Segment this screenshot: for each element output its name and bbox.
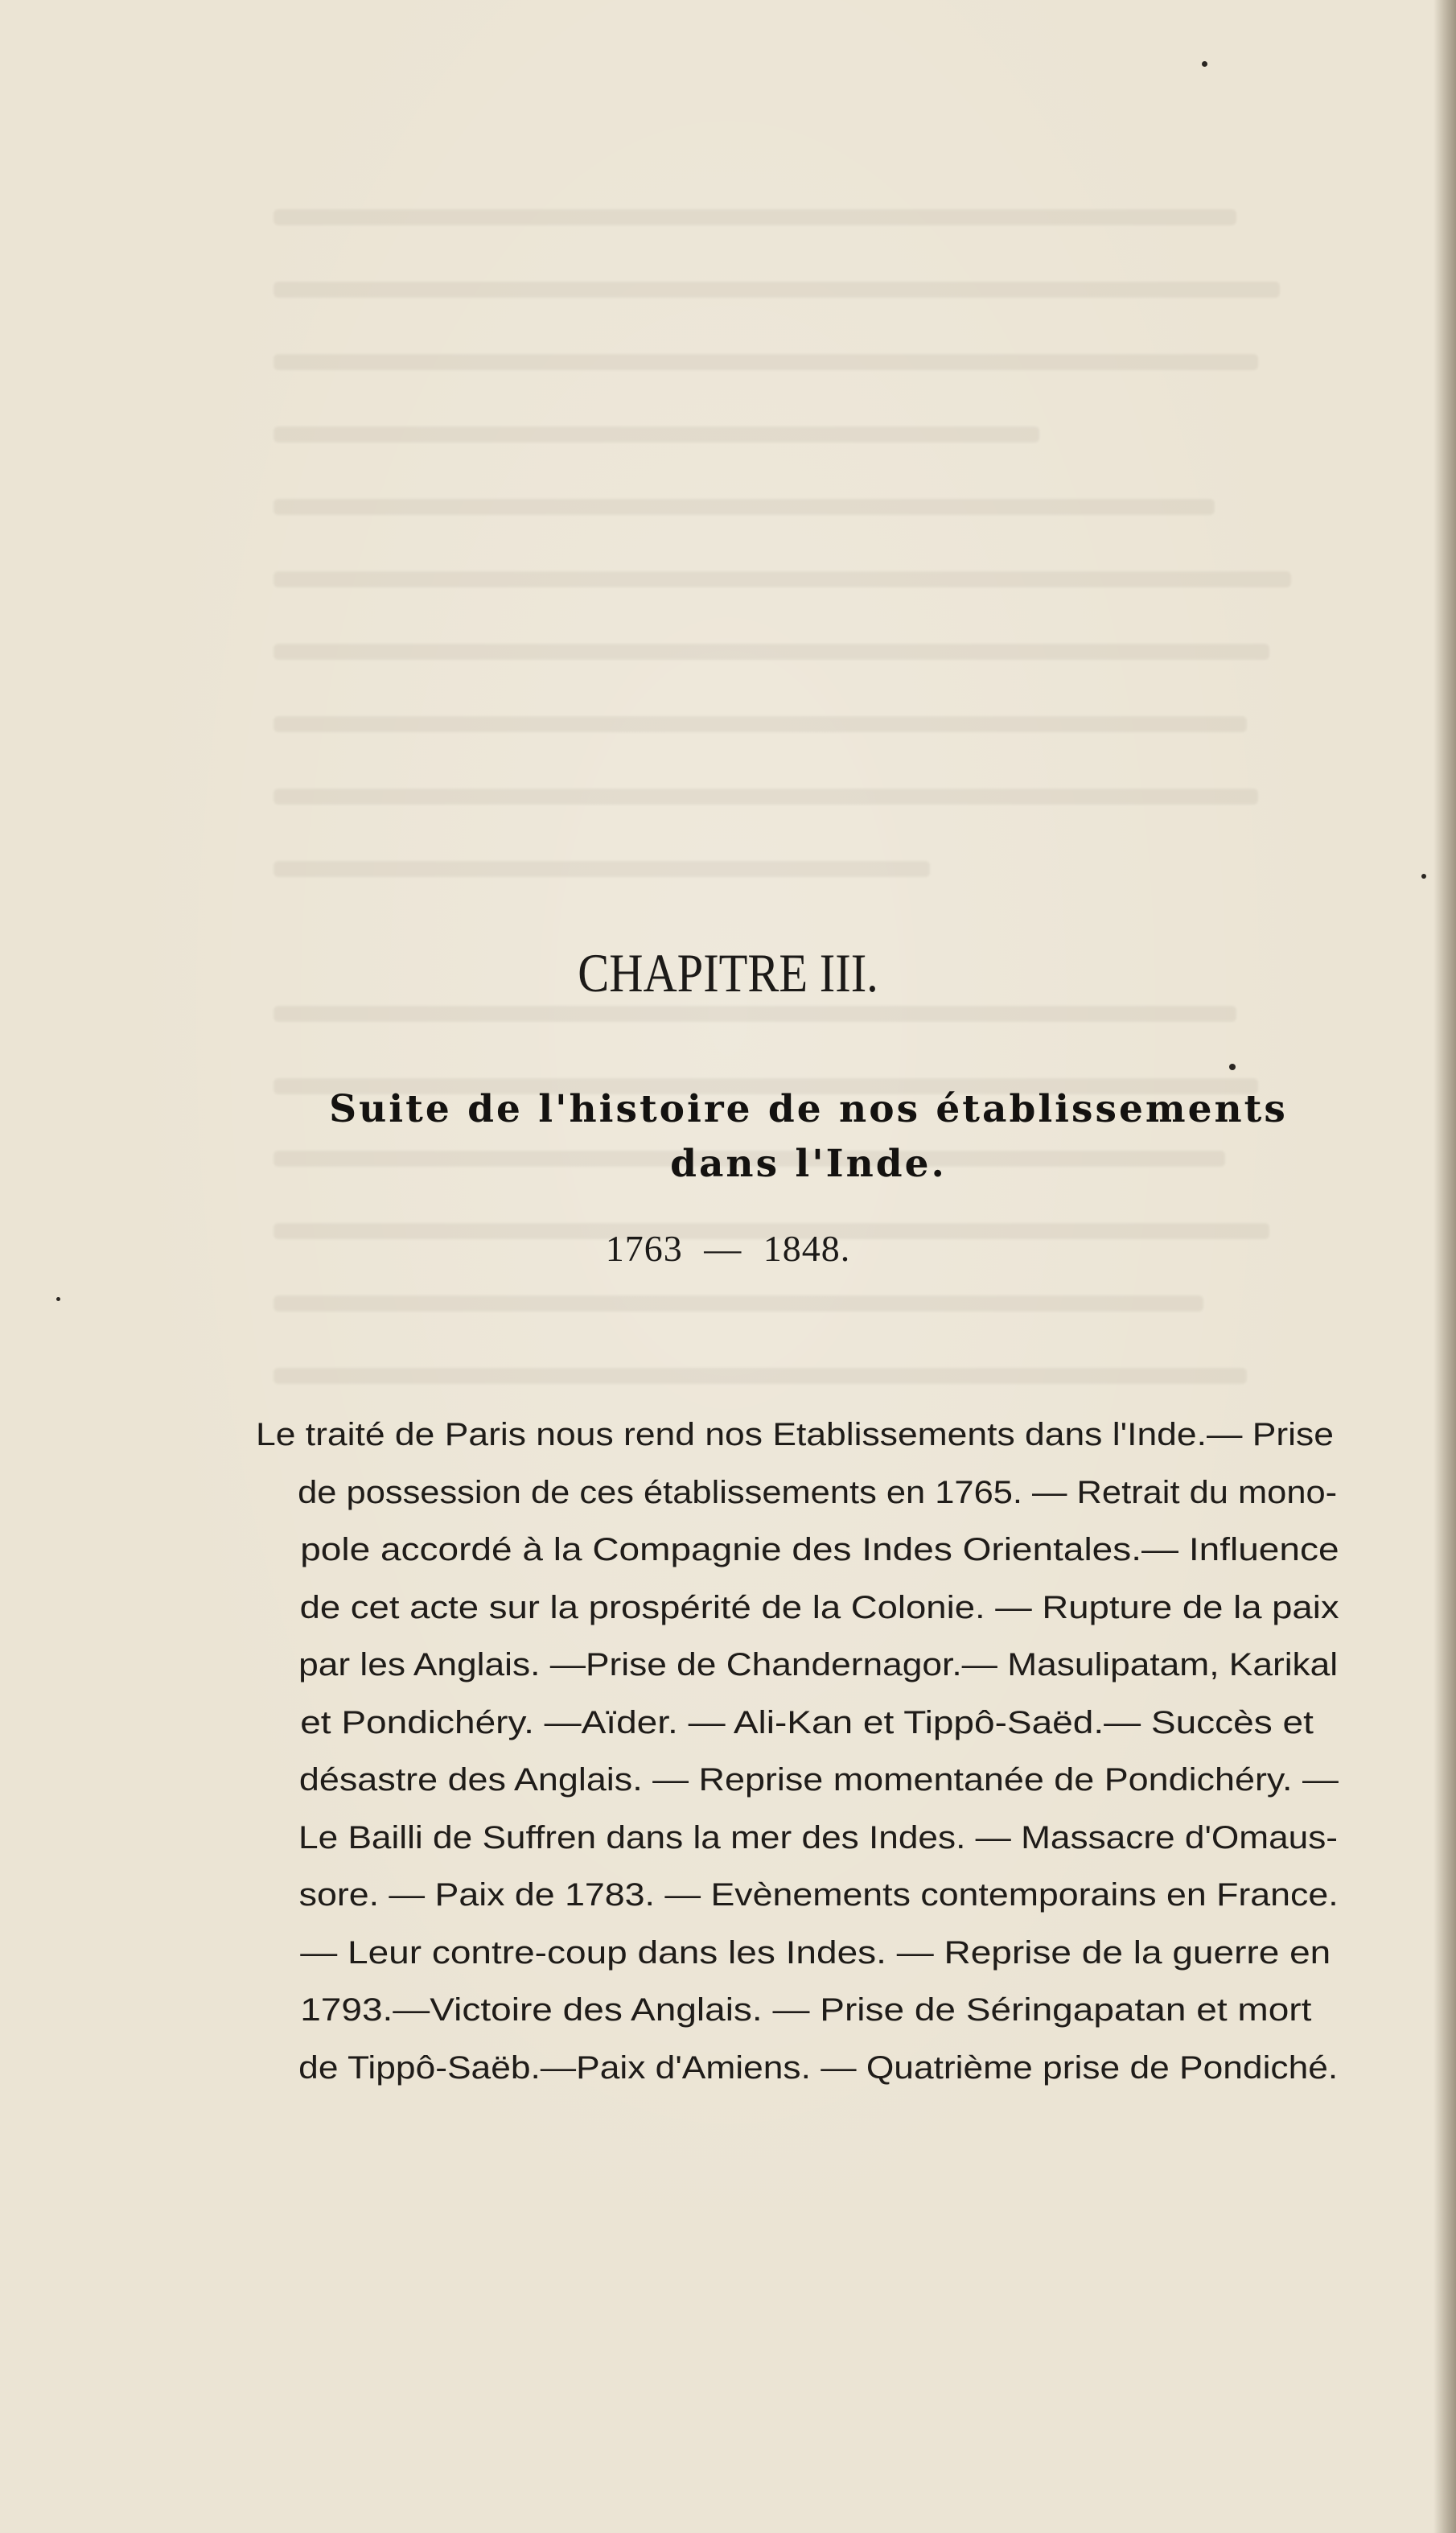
subtitle-line-1: Suite de l'histoire de nos établissements (329, 1087, 1288, 1131)
chapter-dates: 1763 — 1848. (605, 1228, 851, 1269)
subtitle-line-2: dans l'Inde. (670, 1142, 947, 1186)
summary-line: Le traité de Paris nous rend nos Etablissements dans l'Inde.— Prise (256, 1417, 1335, 1452)
summary-line: 1793.—Victoire des Anglais. — Prise de Séringapatan et mort (300, 1992, 1312, 2028)
summary-line: de Tippô-Saëb.—Paix d'Amiens. — Quatrième prise de Pondiché. (298, 2049, 1339, 2086)
summary-line: et Pondichéry. —Aïder. — Ali-Kan et Tippô-Saëd.— Succès et (300, 1704, 1314, 1740)
summary-line: pole accordé à la Compagnie des Indes Orientales.— Influence (300, 1532, 1339, 1567)
chapter-subtitle (241, 1082, 1376, 1192)
summary-line: sore. — Paix de 1783. — Evènements contemporains en France. (298, 1877, 1339, 1913)
summary-line: Le Bailli de Suffren dans la mer des Indes. — Massacre d'Omaus- (298, 1819, 1339, 1855)
summary-line: de possession de ces établissements en 1765. — Retrait du mono- (298, 1474, 1338, 1510)
show-through-text (274, 209, 1368, 1497)
summary-line: par les Anglais. —Prise de Chandernagor.— Masulipatam, Karikal (298, 1647, 1339, 1682)
speck (1202, 61, 1207, 67)
summary-line: de cet acte sur la prospérité de la Colonie. — Rupture de la paix (299, 1589, 1339, 1625)
speck (1421, 874, 1426, 879)
speck (1229, 1064, 1236, 1070)
summary-line: — Leur contre-coup dans les Indes. — Reprise de la guerre en (300, 1934, 1331, 1971)
chapter-title: CHAPITRE III. (578, 942, 878, 1003)
speck (56, 1297, 60, 1301)
summary-line: désastre des Anglais. — Reprise momentanée de Pondichéry. — (298, 1762, 1339, 1798)
chapter-summary (256, 1407, 1339, 2097)
